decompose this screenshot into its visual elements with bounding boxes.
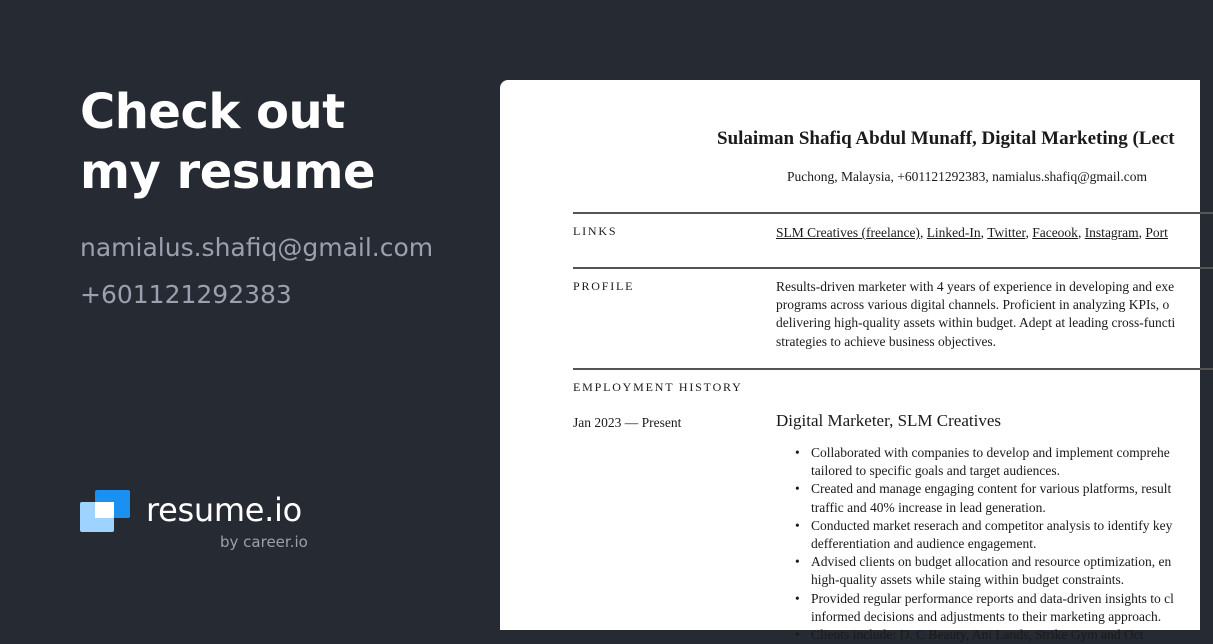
divider	[573, 212, 1213, 214]
list-item: • Collaborated with companies to develop and implement comprehe tailored to specific goals and target audiences.	[795, 444, 1174, 480]
job-title: Digital Marketer, SLM Creatives	[776, 411, 1001, 430]
contact-block	[80, 224, 480, 318]
headline-line-1: Check out	[80, 84, 345, 140]
links-label: LINKS	[573, 224, 618, 238]
list-item: • Advised clients on budget allocation and resource optimization, en high-quality assets while staing within budget constraints.	[795, 553, 1174, 589]
brand-name: resume.io	[146, 491, 302, 529]
job-bullets	[795, 444, 1174, 644]
resume-name: Sulaiman Shafiq Abdul Munaff, Digital Marketing (Lect	[717, 128, 1175, 149]
resume-io-logo-icon	[80, 490, 130, 532]
promo-panel	[80, 82, 480, 318]
profile-line: programs across various digital channels. Proficient in analyzing KPIs, o	[776, 297, 1170, 313]
profile-line: delivering high-quality assets within budget. Adept at leading cross-functi	[776, 315, 1176, 331]
resume-contact-info: Puchong, Malaysia, +601121292383, namialus.shafiq@gmail.com	[787, 169, 1147, 184]
headline	[80, 82, 480, 202]
profile-line: strategies to achieve business objectives.	[776, 333, 997, 349]
brand-logo	[80, 490, 340, 560]
divider	[573, 267, 1213, 269]
links-list: SLM Creatives (freelance), Linked-In, Twitter, Faceook, Instagram, Port	[776, 225, 1168, 240]
list-item: • Provided regular performance reports and data-driven insights to cl informed decisions and adjustments to their marketing approach.	[795, 590, 1174, 626]
job-date: Jan 2023 — Present	[573, 415, 682, 430]
link-portfolio[interactable]: Port	[1145, 225, 1168, 240]
brand-tagline: by career.io	[220, 533, 308, 551]
list-item: • Clients include: D. C Beauty, Ani Lands, Strike Gym and Oct	[795, 626, 1174, 644]
contact-phone: +601121292383	[80, 280, 292, 309]
resume-preview	[500, 80, 1200, 643]
link-instagram[interactable]: Instagram	[1084, 225, 1139, 240]
profile-text	[776, 278, 1175, 351]
employment-label: EMPLOYMENT HISTORY	[573, 380, 743, 394]
list-item: • Created and manage engaging content for various platforms, result traffic and 40% increase in lead generation.	[795, 480, 1174, 516]
link-linkedin[interactable]: Linked-In	[926, 225, 981, 240]
link-twitter[interactable]: Twitter	[987, 225, 1026, 240]
list-item: • Conducted market reserach and competitor analysis to identify key defferentiation and audience engagement.	[795, 517, 1174, 553]
contact-email: namialus.shafiq@gmail.com	[80, 233, 434, 262]
link-facebook[interactable]: Faceook	[1032, 225, 1078, 240]
profile-label: PROFILE	[573, 279, 635, 293]
headline-line-2: my resume	[80, 144, 376, 200]
profile-line: Results-driven marketer with 4 years of experience in developing and exe	[776, 279, 1175, 294]
link-slm-creatives[interactable]: SLM Creatives (freelance)	[776, 225, 920, 240]
divider	[573, 368, 1213, 370]
